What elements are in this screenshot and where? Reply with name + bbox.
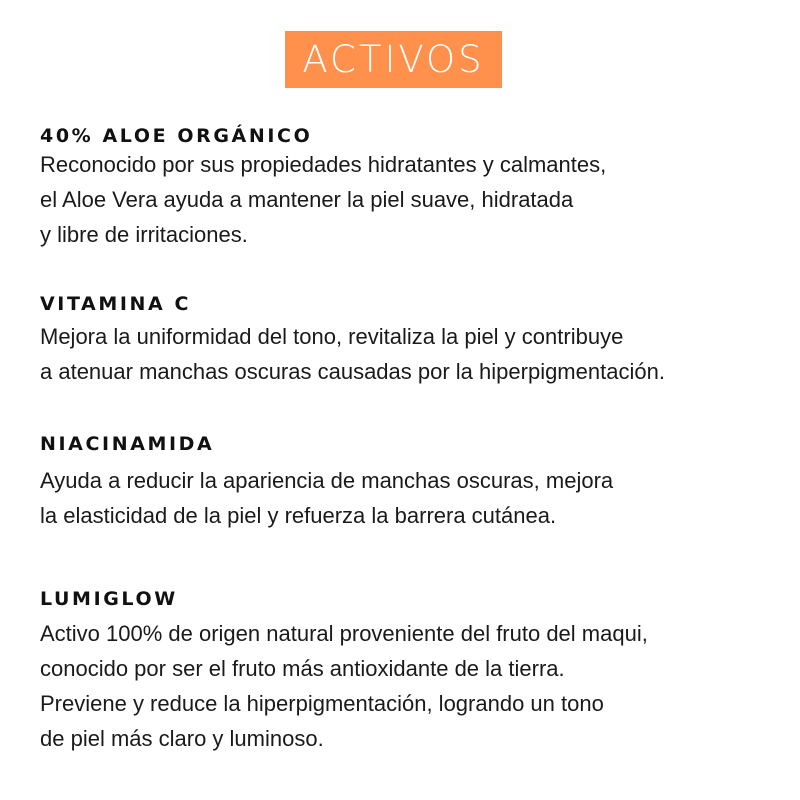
section-heading: 40% ALOE ORGÁNICO xyxy=(40,125,313,147)
section-lumiglow xyxy=(40,587,648,756)
page-title: ACTIVOS xyxy=(302,38,485,81)
section-niacinamida xyxy=(40,432,613,533)
section-aloe xyxy=(40,124,606,252)
section-text-line: el Aloe Vera ayuda a mantener la piel suave, hidratada xyxy=(40,187,574,212)
section-text-line: conocido por ser el fruto más antioxidante de la tierra. xyxy=(40,656,565,681)
section-heading: VITAMINA C xyxy=(40,293,192,315)
section-text-line: Activo 100% de origen natural proveniente del fruto del maqui, xyxy=(40,621,648,646)
section-text-line: Previene y reduce la hiperpigmentación, logrando un tono xyxy=(40,691,604,716)
section-text-line: la elasticidad de la piel y refuerza la barrera cutánea. xyxy=(40,503,557,528)
section-text-line: y libre de irritaciones. xyxy=(40,222,248,247)
section-text-line: de piel más claro y luminoso. xyxy=(40,726,324,751)
section-heading: NIACINAMIDA xyxy=(40,433,215,455)
section-text-line: Mejora la uniformidad del tono, revitaliza la piel y contribuye xyxy=(40,324,624,349)
section-vitamina-c xyxy=(40,292,665,389)
section-heading: LUMIGLOW xyxy=(40,588,178,610)
section-text-line: Reconocido por sus propiedades hidratantes y calmantes, xyxy=(40,152,607,177)
section-text-line: a atenuar manchas oscuras causadas por la hiperpigmentación. xyxy=(40,359,665,384)
title-banner xyxy=(285,31,502,88)
section-text-line: Ayuda a reducir la apariencia de manchas oscuras, mejora xyxy=(40,468,614,493)
